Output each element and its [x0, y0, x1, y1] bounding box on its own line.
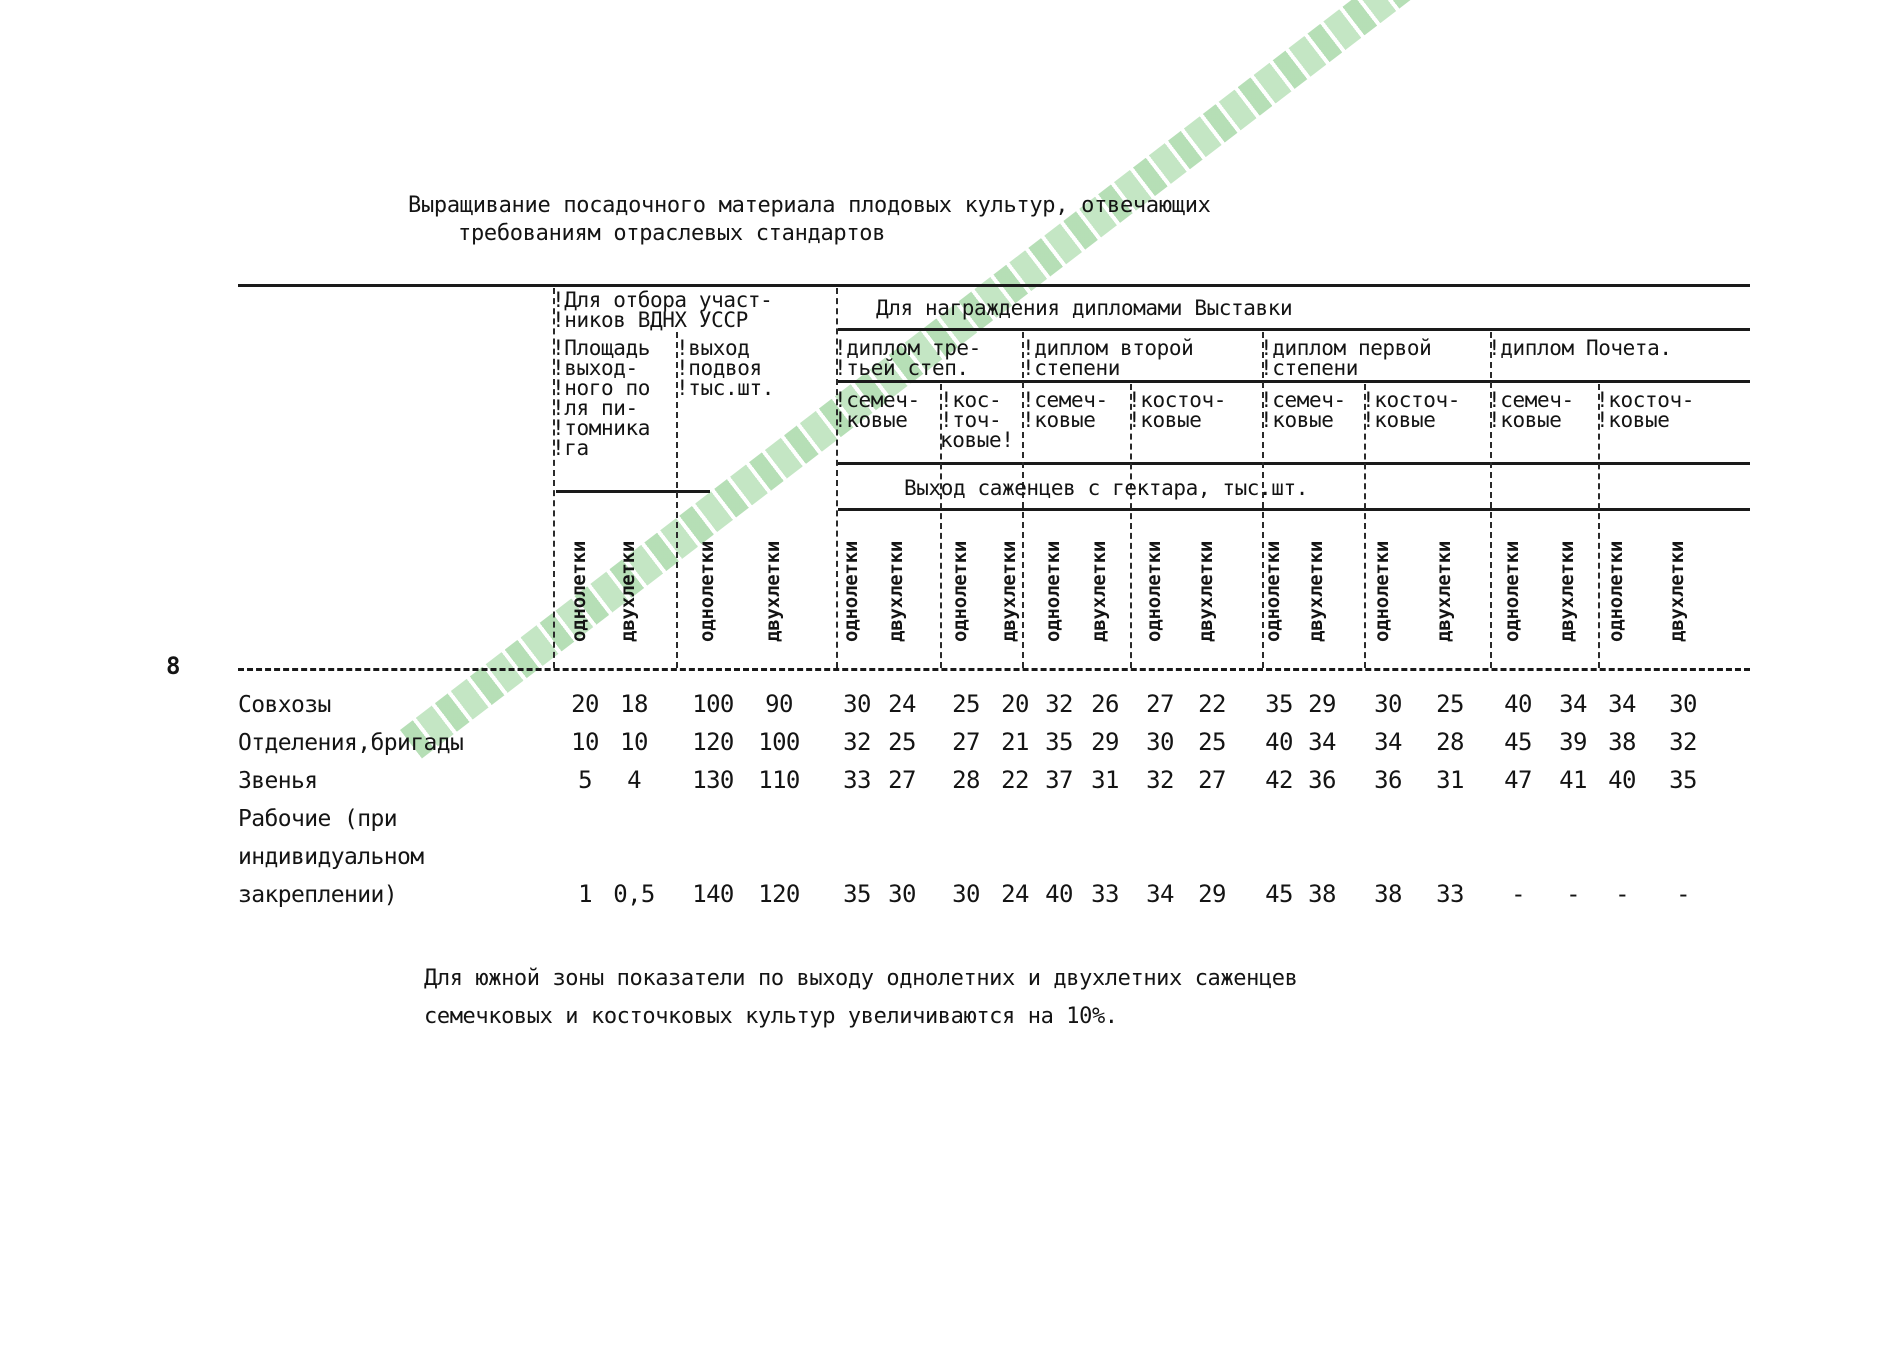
age-column-header: однолетки — [949, 540, 971, 642]
row-label: Отделения,бригады — [238, 730, 464, 756]
table-cell: 27 — [952, 728, 980, 756]
table-cell: 45 — [1504, 728, 1532, 756]
header-dh-pome: !семеч- !ковые — [1488, 388, 1574, 432]
table-cell: 27 — [1198, 766, 1226, 794]
header-dip3: !диплом тре- !тьей степ. — [834, 336, 981, 380]
table-cell: 120 — [758, 880, 800, 908]
table-cell: 10 — [620, 728, 648, 756]
header-vdnh: !Для отбора участ- !ников ВДНХ УССР — [552, 288, 773, 332]
header-diplomas: Для награждения дипломами Выставки — [876, 296, 1293, 320]
header-d3-stone: !кос- !точ- ковые! — [940, 388, 1014, 452]
age-column-header: однолетки — [1501, 540, 1523, 642]
table-cell: 20 — [1001, 690, 1029, 718]
table-cell: 38 — [1308, 880, 1336, 908]
table-cell: 30 — [1146, 728, 1174, 756]
table-cell: 29 — [1091, 728, 1119, 756]
header-d2-pome: !семеч- !ковые — [1022, 388, 1108, 432]
table-cell: - — [1511, 880, 1525, 908]
table-cell: 39 — [1559, 728, 1587, 756]
header-d1-pome: !семеч- !ковые — [1260, 388, 1346, 432]
table-cell: 90 — [765, 690, 793, 718]
table-cell: 140 — [692, 880, 734, 908]
age-column-header: двухлетки — [1088, 540, 1110, 642]
table-cell: 110 — [758, 766, 800, 794]
table-cell: 36 — [1308, 766, 1336, 794]
table-cell: 32 — [1146, 766, 1174, 794]
table-cell: 33 — [1091, 880, 1119, 908]
table-cell: 34 — [1308, 728, 1336, 756]
table-cell: 30 — [1669, 690, 1697, 718]
table-cell: 27 — [1146, 690, 1174, 718]
age-column-header: двухлетки — [998, 540, 1020, 642]
table-cell: 33 — [1436, 880, 1464, 908]
row-label: Совхозы — [238, 692, 331, 718]
footnote: Для южной зоны показатели по выходу однолетних и двухлетних саженцев семечковых и косточковых культур увеличиваются на 10%. — [424, 966, 1298, 1029]
table-cell: 29 — [1198, 880, 1226, 908]
table-cell: 35 — [1265, 690, 1293, 718]
table-cell: 120 — [692, 728, 734, 756]
table-cell: 4 — [627, 766, 641, 794]
table-cell: 34 — [1608, 690, 1636, 718]
table-cell: 42 — [1265, 766, 1293, 794]
table-cell: 31 — [1436, 766, 1464, 794]
page-marker: 8 — [166, 652, 181, 680]
table-cell: 28 — [1436, 728, 1464, 756]
table-cell: 5 — [578, 766, 592, 794]
table-cell: 100 — [758, 728, 800, 756]
table-cell: 24 — [1001, 880, 1029, 908]
table-cell: 21 — [1001, 728, 1029, 756]
title-line-2: требованиям отраслевых стандартов — [458, 221, 886, 246]
age-column-header: двухлетки — [617, 540, 639, 642]
table-cell: 47 — [1504, 766, 1532, 794]
table-cell: 22 — [1001, 766, 1029, 794]
table-cell: 30 — [952, 880, 980, 908]
age-column-header: двухлетки — [1666, 540, 1688, 642]
table-cell: 30 — [843, 690, 871, 718]
table-cell: 35 — [1669, 766, 1697, 794]
header-d1-stone: !косточ- !ковые — [1362, 388, 1460, 432]
table-cell: 34 — [1146, 880, 1174, 908]
table-cell: 32 — [1045, 690, 1073, 718]
header-dip1: !диплом первой !степени — [1260, 336, 1432, 380]
header-dh-stone: !косточ- !ковые — [1596, 388, 1694, 432]
table-cell: 25 — [888, 728, 916, 756]
table-cell: - — [1676, 880, 1690, 908]
diploma-levels-rule — [838, 380, 1750, 383]
diplomas-rule — [838, 328, 1750, 331]
table-cell: 37 — [1045, 766, 1073, 794]
table-cell: 35 — [1045, 728, 1073, 756]
table-cell: 30 — [888, 880, 916, 908]
table-cell: 40 — [1608, 766, 1636, 794]
age-column-header: однолетки — [696, 540, 718, 642]
table-cell: 34 — [1374, 728, 1402, 756]
page-title — [408, 192, 1211, 248]
table-cell: - — [1615, 880, 1629, 908]
table-cell: 31 — [1091, 766, 1119, 794]
table-cell: 28 — [952, 766, 980, 794]
header-dip2: !диплом второй !степени — [1022, 336, 1194, 380]
table-cell: - — [1566, 880, 1580, 908]
table-cell: 27 — [888, 766, 916, 794]
age-column-header: двухлетки — [1433, 540, 1455, 642]
header-area: !Площадь !выход- !ного по !ля пи- !томника !га — [552, 336, 650, 460]
table-cell: 18 — [620, 690, 648, 718]
age-column-header: двухлетки — [885, 540, 907, 642]
age-column-header: двухлетки — [1305, 540, 1327, 642]
age-column-header: однолетки — [1371, 540, 1393, 642]
header-yield: !выход !подвоя !тыс.шт. — [676, 336, 774, 400]
age-column-header: однолетки — [1042, 540, 1064, 642]
table-cell: 24 — [888, 690, 916, 718]
table-cell: 34 — [1559, 690, 1587, 718]
header-d2-stone: !косточ- !ковые — [1128, 388, 1226, 432]
table-cell: 22 — [1198, 690, 1226, 718]
table-cell: 130 — [692, 766, 734, 794]
table-cell: 33 — [843, 766, 871, 794]
table-cell: 25 — [952, 690, 980, 718]
table-cell: 26 — [1091, 690, 1119, 718]
table-cell: 40 — [1504, 690, 1532, 718]
col-sep — [1490, 332, 1492, 668]
header-dip-honor: !диплом Почета. — [1488, 336, 1672, 360]
age-column-header: однолетки — [1262, 540, 1284, 642]
table-cell: 35 — [843, 880, 871, 908]
table-cell: 41 — [1559, 766, 1587, 794]
table-cell: 0,5 — [613, 880, 655, 908]
table-cell: 10 — [571, 728, 599, 756]
age-column-header: двухлетки — [762, 540, 784, 642]
age-column-header: двухлетки — [1195, 540, 1217, 642]
age-column-header: однолетки — [1605, 540, 1627, 642]
table-top-rule — [238, 284, 1750, 287]
age-column-header: однолетки — [840, 540, 862, 642]
title-line-1: Выращивание посадочного материала плодовых культур, отвечающих — [408, 193, 1211, 218]
table-cell: 20 — [571, 690, 599, 718]
age-column-header: однолетки — [568, 540, 590, 642]
table-cell: 29 — [1308, 690, 1336, 718]
subtype-rule — [838, 462, 1750, 465]
table-cell: 38 — [1608, 728, 1636, 756]
header-d3-pome: !семеч- !ковые — [834, 388, 920, 432]
age-column-header: однолетки — [1143, 540, 1165, 642]
table-cell: 1 — [578, 880, 592, 908]
table-cell: 40 — [1265, 728, 1293, 756]
header-output: Выход саженцев с гектара, тыс.шт. — [904, 476, 1309, 500]
table-cell: 25 — [1436, 690, 1464, 718]
row-label: Рабочие (при индивидуальном закреплении) — [238, 806, 424, 908]
table-cell: 40 — [1045, 880, 1073, 908]
table-cell: 32 — [843, 728, 871, 756]
row-label: Звенья — [238, 768, 318, 794]
table-cell: 100 — [692, 690, 734, 718]
age-column-header: двухлетки — [1556, 540, 1578, 642]
header-bottom-rule — [238, 668, 1750, 671]
output-rule — [838, 508, 1750, 511]
table-cell: 25 — [1198, 728, 1226, 756]
table-cell: 32 — [1669, 728, 1697, 756]
vdnh-subrule — [556, 490, 710, 493]
table-cell: 38 — [1374, 880, 1402, 908]
table-cell: 30 — [1374, 690, 1402, 718]
table-cell: 45 — [1265, 880, 1293, 908]
table-cell: 36 — [1374, 766, 1402, 794]
